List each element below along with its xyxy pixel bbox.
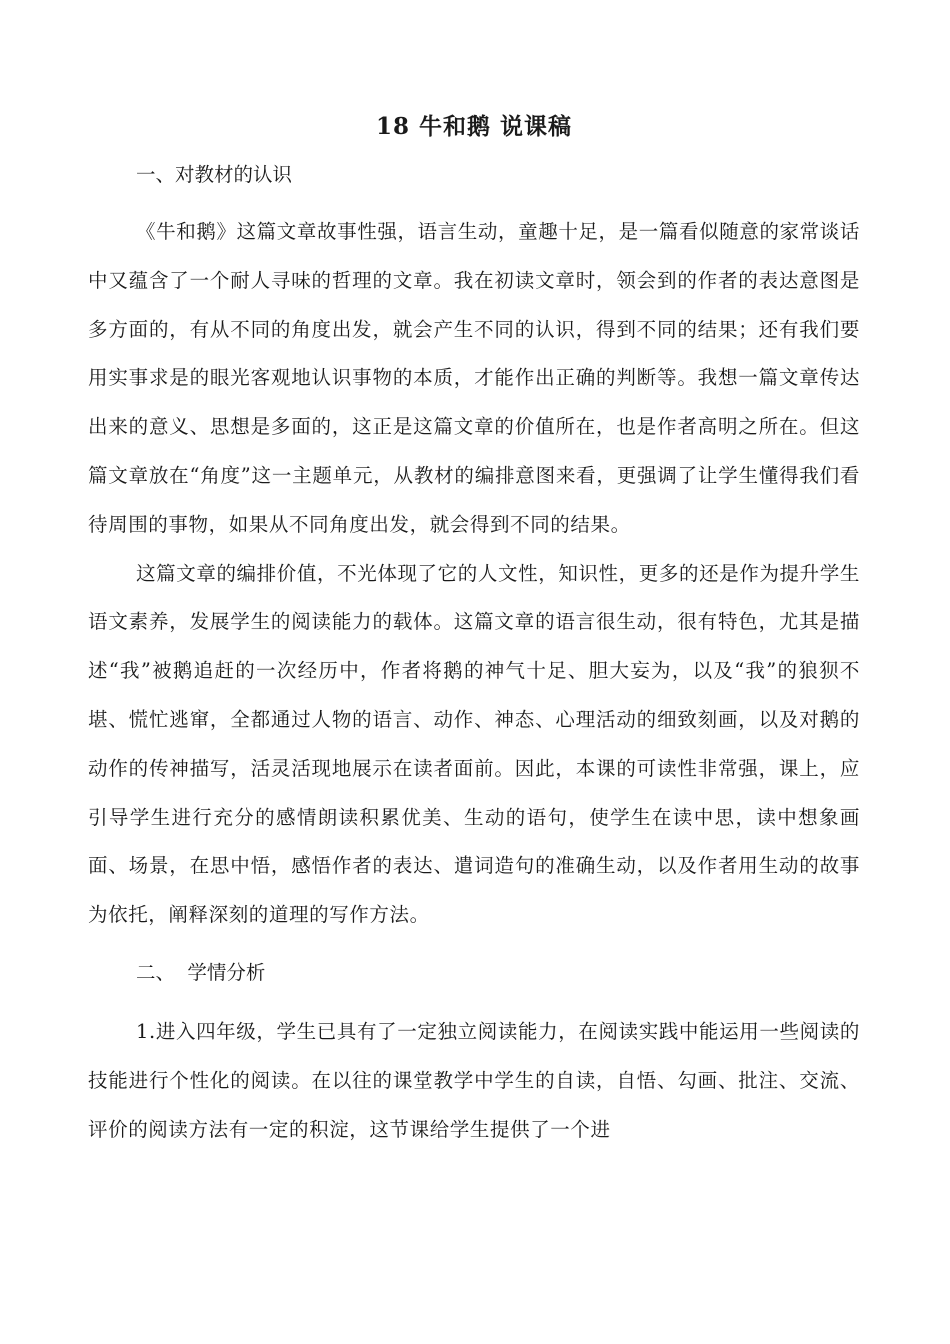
paragraph: 这篇文章的编排价值，不光体现了它的人文性，知识性，更多的还是作为提升学生语文素养，发展学生的阅读能力的载体。这篇文章的语言很生动，很有特色，尤其是描述“我”被鹅追赶的一次经历中，作者将鹅的神气十足、胆大妄为，以及“我”的狼狈不堪、慌忙逃窜，全都通过人物的语言、动作、神态、心理活动的细致刻画，以及对鹅的动作的传神描写，活灵活现地展示在读者面前。因此，本课的可读性非常强，课上，应引导学生进行充分的感情朗读积累优美、生动的语句，使学生在读中思，读中想象画面、场景，在思中悟，感悟作者的表达、遣词造句的准确生动，以及作者用生动的故事为依托，阐释深刻的道理的写作方法。: [88, 561, 860, 927]
document-page: [88, 112, 860, 1154]
paragraph: 《牛和鹅》这篇文章故事性强，语言生动，童趣十足，是一篇看似随意的家常谈话中又蕴含了一个耐人寻味的哲理的文章。我在初读文章时，领会到的作者的表达意图是多方面的，有从不同的角度出发，就会产生不同的认识，得到不同的结果；还有我们要用实事求是的眼光客观地认识事物的本质，才能作出正确的判断等。我想一篇文章传达出来的意义、思想是多面的，这正是这篇文章的价值所在，也是作者高明之所在。但这篇文章放在“角度”这一主题单元，从教材的编排意图来看，更强调了让学生懂得我们看待周围的事物，如果从不同角度出发，就会得到不同的结果。: [88, 220, 860, 536]
section-heading: 二、 学情分析: [136, 960, 266, 984]
section-heading: 一、对教材的认识: [136, 163, 293, 186]
document-title: 18 牛和鹅 说课稿: [375, 113, 573, 140]
section-1: [88, 160, 860, 940]
section-2: [88, 958, 860, 1154]
paragraph: 1.进入四年级，学生已具有了一定独立阅读能力，在阅读实践中能运用一些阅读的技能进行个性化的阅读。在以往的课堂教学中学生的自读，自悟、勾画、批注、交流、评价的阅读方法有一定的积淀，这节课给学生提供了一个进: [88, 1019, 860, 1141]
